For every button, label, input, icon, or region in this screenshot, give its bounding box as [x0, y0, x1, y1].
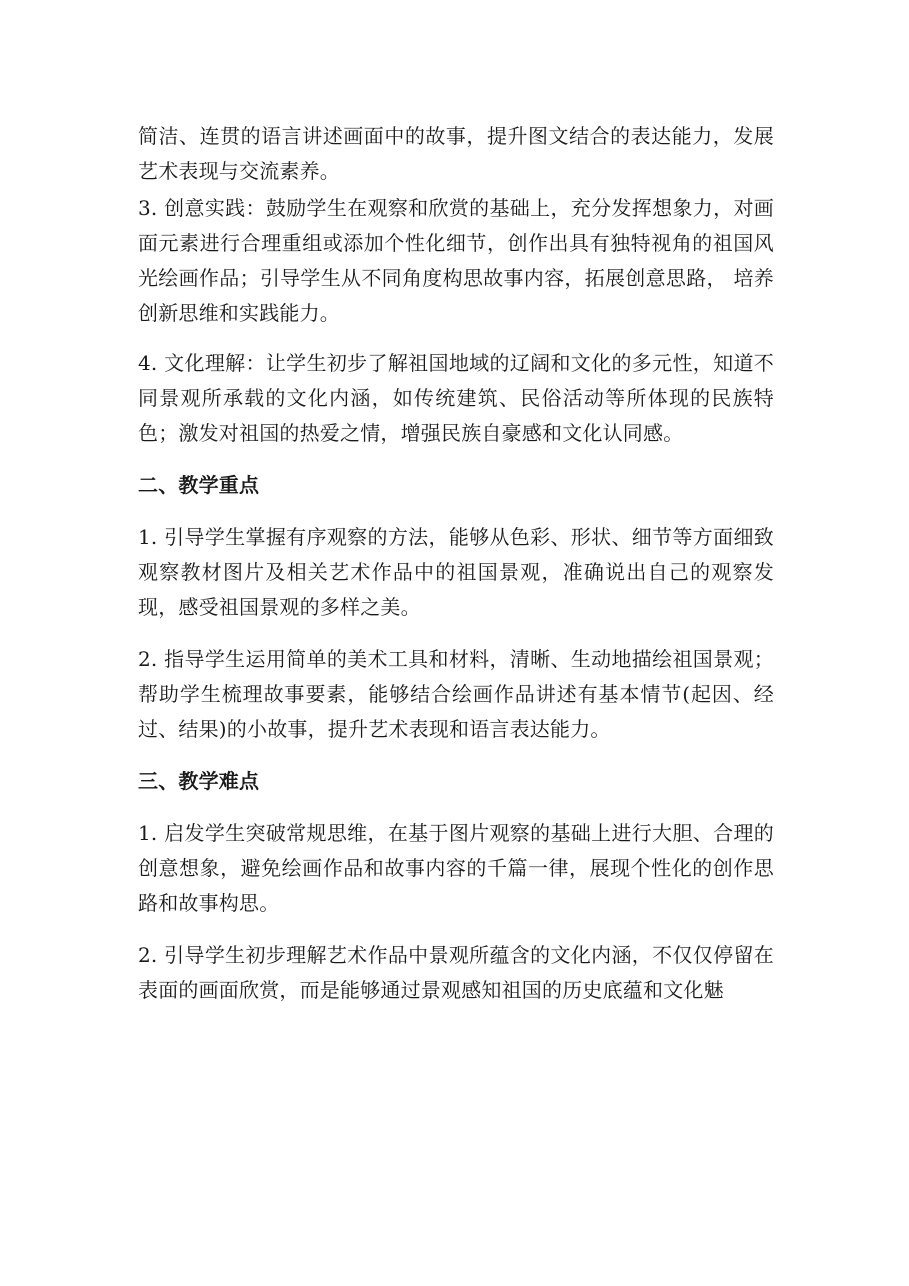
- paragraph-cultural-understanding: 4. 文化理解：让学生初步了解祖国地域的辽阔和文化的多元性，知道不同景观所承载的文化内涵，如传统建筑、民俗活动等所体现的民族特色；激发对祖国的热爱之情，增强民族自豪感和文化认同感。: [138, 351, 774, 445]
- paragraph-continued: 简洁、连贯的语言讲述画面中的故事，提升图文结合的表达能力，发展艺术表现与交流素养。: [138, 124, 774, 183]
- paragraph-focus-1: 1. 引导学生掌握有序观察的方法，能够从色彩、形状、细节等方面细致观察教材图片及相关艺术作品中的祖国景观，准确说出自己的观察发现，感受祖国景观的多样之美。: [138, 525, 774, 619]
- paragraph-focus-2: 2. 指导学生运用简单的美术工具和材料，清晰、生动地描绘祖国景观；帮助学生梳理故事要素，能够结合绘画作品讲述有基本情节(起因、经过、结果)的小故事，提升艺术表现和语言表达能力。: [138, 647, 774, 741]
- paragraph-difficulty-1: 1. 启发学生突破常规思维，在基于图片观察的基础上进行大胆、合理的创意想象，避免绘画作品和故事内容的千篇一律，展现个性化的创作思路和故事构思。: [138, 821, 774, 915]
- document-body: [138, 119, 774, 1008]
- paragraph-creative-practice: 3. 创意实践：鼓励学生在观察和欣赏的基础上，充分发挥想象力，对画面元素进行合理重组或添加个性化细节，创作出具有独特视角的祖国风光绘画作品；引导学生从不同角度构思故事内容，拓展创意思路， 培养创新思维和实践能力。: [138, 196, 774, 325]
- heading-teaching-difficulty: 三、教学难点: [138, 769, 260, 793]
- heading-teaching-focus: 二、教学重点: [138, 473, 260, 497]
- paragraph-difficulty-2: 2. 引导学生初步理解艺术作品中景观所蕴含的文化内涵，不仅仅停留在表面的画面欣赏，而是能够通过景观感知祖国的历史底蕴和文化魅: [138, 943, 774, 1002]
